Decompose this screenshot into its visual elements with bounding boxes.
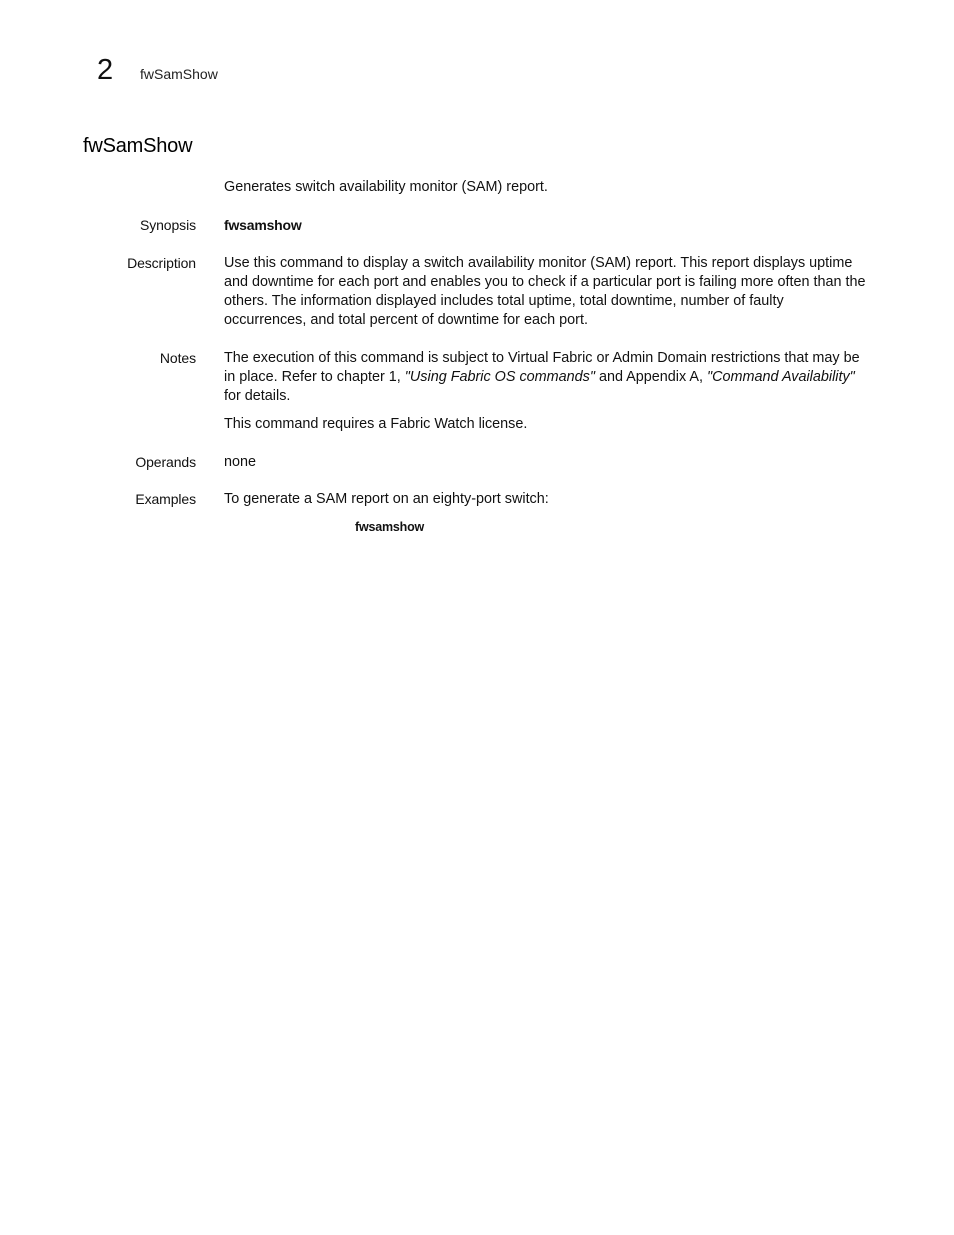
- operands-text: none: [224, 454, 257, 470]
- notes-paragraph-2: This command requires a Fabric Watch license.: [224, 416, 528, 432]
- description-label: Description: [127, 255, 196, 271]
- operands-section: [0, 453, 954, 472]
- page-title: fwSamShow: [83, 135, 193, 157]
- examples-text: To generate a SAM report on an eighty-port switch:: [224, 491, 549, 507]
- description-section: [0, 254, 954, 330]
- synopsis-label: Synopsis: [139, 217, 196, 233]
- notes-label: Notes: [159, 350, 196, 366]
- notes-section: [0, 349, 954, 434]
- running-header-title: fwSamShow: [140, 66, 218, 82]
- notes-text-b: and Appendix A,: [594, 369, 707, 385]
- examples-label: Examples: [135, 491, 196, 507]
- notes-text-a: The execution of this command is subject to Virtual Fabric or Admin Domain restrictions that may be in place. Refer to chapter 1,: [224, 350, 860, 385]
- synopsis-section: [0, 216, 954, 236]
- operands-label: Operands: [135, 454, 196, 470]
- intro-section: [0, 178, 954, 197]
- description-text: Use this command to display a switch availability monitor (SAM) report. This report displays uptime and downtime for each port and enables you to check if a particular port is failing more often than the others. The information displayed includes total uptime, total downtime, number of faulty occurrences, and total percent of downtime for each port.: [224, 255, 866, 328]
- example-command-code: fwsamshow: [355, 520, 425, 534]
- notes-reference-appendix: "Command Availability": [706, 369, 855, 385]
- notes-paragraph-1: [224, 349, 870, 406]
- chapter-number: 2: [97, 54, 114, 86]
- synopsis-command: fwsamshow: [224, 217, 302, 233]
- command-reference-body: [0, 178, 954, 536]
- intro-text: Generates switch availability monitor (SAM) report.: [224, 179, 548, 195]
- notes-text-c: for details.: [224, 388, 291, 404]
- examples-section: [0, 490, 954, 536]
- notes-reference-chapter: "Using Fabric OS commands": [404, 369, 595, 385]
